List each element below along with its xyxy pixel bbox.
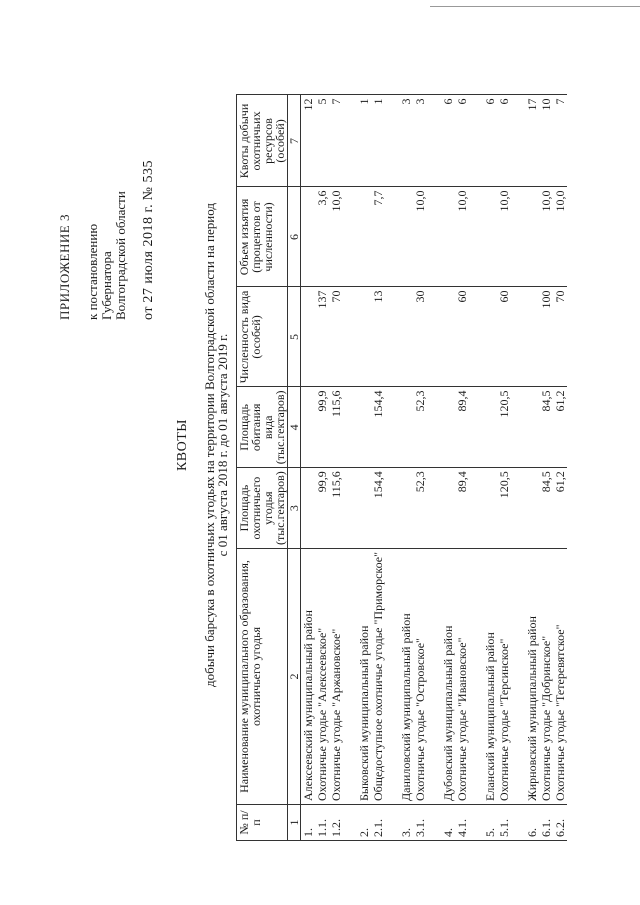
row-area <box>399 468 413 549</box>
row-count: 60 <box>455 287 469 387</box>
quota-table <box>236 94 567 841</box>
row-name: Общедоступное охотничье угодье "Приморское" <box>371 549 385 805</box>
row-quota: 12 <box>301 95 316 187</box>
table-row <box>371 95 385 841</box>
spacer-cell <box>343 805 357 841</box>
appendix-line-2: Губернатора <box>99 251 114 320</box>
col-number: 1 <box>288 805 301 841</box>
spacer-cell <box>511 287 525 387</box>
row-count <box>301 287 316 387</box>
table-row <box>301 95 316 841</box>
header-quota: Квоты добычи охотничьих ресурсов (особей) <box>237 95 288 187</box>
spacer-cell <box>427 468 441 549</box>
row-name: Быковский муниципальный район <box>357 549 371 805</box>
row-area <box>357 468 371 549</box>
table-row <box>329 95 343 841</box>
spacer-cell <box>385 805 399 841</box>
row-habitat <box>301 387 316 468</box>
row-spacer <box>385 95 399 841</box>
row-area <box>441 468 455 549</box>
row-habitat <box>525 387 539 468</box>
spacer-cell <box>469 549 483 805</box>
row-quota: 17 <box>525 95 539 187</box>
table-row <box>315 95 329 841</box>
row-area: 84,5 <box>539 468 553 549</box>
header-name: Наименование муниципального образования, охотничьего угодья <box>237 549 288 805</box>
row-pct <box>357 187 371 287</box>
row-pct: 10,0 <box>497 187 511 287</box>
column-number-row <box>288 95 301 841</box>
table-row <box>357 95 371 841</box>
row-habitat <box>483 387 497 468</box>
row-quota: 6 <box>455 95 469 187</box>
row-habitat: 61,2 <box>553 387 567 468</box>
row-count: 100 <box>539 287 553 387</box>
spacer-cell <box>427 387 441 468</box>
header-area: Площадь охотничьего угодья (тыс.гектаров) <box>237 468 288 549</box>
row-number: 2.1. <box>371 805 385 841</box>
spacer-cell <box>427 287 441 387</box>
table-row <box>441 95 455 841</box>
row-count <box>399 287 413 387</box>
row-habitat: 52,3 <box>413 387 427 468</box>
row-quota: 6 <box>483 95 497 187</box>
table-row <box>455 95 469 841</box>
header-habitat: Площадь обитания вида (тыс.гектаров) <box>237 387 288 468</box>
col-number: 3 <box>288 468 301 549</box>
row-habitat <box>441 387 455 468</box>
table-row <box>399 95 413 841</box>
table-header-row <box>237 95 288 841</box>
spacer-cell <box>511 805 525 841</box>
row-habitat <box>399 387 413 468</box>
row-quota: 1 <box>371 95 385 187</box>
row-area: 61,2 <box>553 468 567 549</box>
row-pct: 10,0 <box>455 187 469 287</box>
spacer-cell <box>469 287 483 387</box>
row-number: 5. <box>483 805 497 841</box>
row-number: 3.1. <box>413 805 427 841</box>
heading-block <box>176 185 229 705</box>
row-pct: 10,0 <box>329 187 343 287</box>
row-area <box>525 468 539 549</box>
row-count <box>483 287 497 387</box>
spacer-cell <box>343 468 357 549</box>
spacer-cell <box>469 468 483 549</box>
table-row <box>539 95 553 841</box>
table-row <box>553 95 567 841</box>
row-number: 6.2. <box>553 805 567 841</box>
spacer-cell <box>385 287 399 387</box>
heading-line-1: добычи барсука в охотничьих угодьях на территории Волгоградской области на период <box>202 203 217 687</box>
spacer-cell <box>343 287 357 387</box>
row-pct <box>399 187 413 287</box>
row-number: 1.1. <box>315 805 329 841</box>
row-pct: 10,0 <box>413 187 427 287</box>
row-quota: 10 <box>539 95 553 187</box>
spacer-cell <box>343 95 357 187</box>
spacer-cell <box>385 95 399 187</box>
spacer-cell <box>469 95 483 187</box>
row-spacer <box>343 95 357 841</box>
row-pct <box>301 187 316 287</box>
row-name: Алексеевский муниципальный район <box>301 549 316 805</box>
row-quota: 6 <box>497 95 511 187</box>
row-pct: 7,7 <box>371 187 385 287</box>
decree-number: № 535 <box>141 160 156 201</box>
row-area: 99,9 <box>315 468 329 549</box>
row-pct <box>441 187 455 287</box>
row-name: Охотничье угодье "Добринское" <box>539 549 553 805</box>
row-number: 6. <box>525 805 539 841</box>
spacer-cell <box>427 95 441 187</box>
row-quota: 3 <box>413 95 427 187</box>
row-number: 2. <box>357 805 371 841</box>
appendix-line-1: к постановлению <box>85 223 100 320</box>
row-quota: 7 <box>329 95 343 187</box>
heading-line-2: с 01 августа 2018 г. до 01 августа 2019 г. <box>215 333 230 557</box>
spacer-cell <box>469 387 483 468</box>
row-number: 5.1. <box>497 805 511 841</box>
header-no: № п/п <box>237 805 288 841</box>
row-habitat: 99,9 <box>315 387 329 468</box>
row-count: 60 <box>497 287 511 387</box>
row-habitat: 154,4 <box>371 387 385 468</box>
row-spacer <box>469 95 483 841</box>
spacer-cell <box>385 387 399 468</box>
row-area <box>301 468 316 549</box>
spacer-cell <box>385 187 399 287</box>
header-count: Численность вида (особей) <box>237 287 288 387</box>
row-name: Дубовский муниципальный район <box>441 549 455 805</box>
spacer-cell <box>343 387 357 468</box>
appendix-date-line <box>142 20 156 320</box>
row-name: Охотничье угодье "Аржановское" <box>329 549 343 805</box>
row-count: 137 <box>315 287 329 387</box>
row-count <box>441 287 455 387</box>
row-count: 13 <box>371 287 385 387</box>
row-name: Охотничье угодье "Терсинское" <box>497 549 511 805</box>
row-area: 115,6 <box>329 468 343 549</box>
spacer-cell <box>469 187 483 287</box>
row-pct <box>525 187 539 287</box>
row-quota: 5 <box>315 95 329 187</box>
spacer-cell <box>385 468 399 549</box>
row-area: 120,5 <box>497 468 511 549</box>
row-quota: 7 <box>553 95 567 187</box>
row-quota: 1 <box>357 95 371 187</box>
row-area: 52,3 <box>413 468 427 549</box>
row-number: 4.1. <box>455 805 469 841</box>
row-name: Охотничье угодье "Ивановское" <box>455 549 469 805</box>
row-number: 1.2. <box>329 805 343 841</box>
table-row <box>413 95 427 841</box>
spacer-cell <box>469 805 483 841</box>
row-area <box>483 468 497 549</box>
date-prefix: от <box>141 306 156 320</box>
row-area: 89,4 <box>455 468 469 549</box>
row-spacer <box>511 95 525 841</box>
header-pct: Объем изъятия (процентов от численности) <box>237 187 288 287</box>
row-spacer <box>427 95 441 841</box>
col-number: 2 <box>288 549 301 805</box>
table-body <box>301 95 568 841</box>
row-count: 70 <box>553 287 567 387</box>
row-count: 30 <box>413 287 427 387</box>
row-area: 154,4 <box>371 468 385 549</box>
table-row <box>525 95 539 841</box>
row-name: Охотничье угодье "Островское" <box>413 549 427 805</box>
appendix-title: ПРИЛОЖЕНИЕ 3 <box>57 214 72 320</box>
row-pct: 10,0 <box>539 187 553 287</box>
row-count <box>357 287 371 387</box>
spacer-cell <box>427 187 441 287</box>
spacer-cell <box>511 95 525 187</box>
spacer-cell <box>343 187 357 287</box>
row-quota: 3 <box>399 95 413 187</box>
row-number: 3. <box>399 805 413 841</box>
spacer-cell <box>511 187 525 287</box>
row-habitat: 120,5 <box>497 387 511 468</box>
row-count: 70 <box>329 287 343 387</box>
row-pct: 3,6 <box>315 187 329 287</box>
spacer-cell <box>511 468 525 549</box>
appendix-block <box>58 20 156 320</box>
row-count <box>525 287 539 387</box>
spacer-cell <box>511 387 525 468</box>
row-name: Охотничье угодье "Тетеревятское" <box>553 549 567 805</box>
col-number: 4 <box>288 387 301 468</box>
spacer-cell <box>343 549 357 805</box>
spacer-cell <box>427 805 441 841</box>
spacer-cell <box>427 549 441 805</box>
row-number: 4. <box>441 805 455 841</box>
row-habitat: 89,4 <box>455 387 469 468</box>
col-number: 6 <box>288 187 301 287</box>
decree-date: 27 июля 2018 г. <box>141 203 156 303</box>
col-number: 5 <box>288 287 301 387</box>
row-habitat: 84,5 <box>539 387 553 468</box>
row-pct: 10,0 <box>553 187 567 287</box>
row-name: Жирновский муниципальный район <box>525 549 539 805</box>
row-name: Еланский муниципальный район <box>483 549 497 805</box>
spacer-cell <box>511 549 525 805</box>
row-number: 1. <box>301 805 316 841</box>
document-title: КВОТЫ <box>175 418 190 472</box>
row-habitat: 115,6 <box>329 387 343 468</box>
spacer-cell <box>385 549 399 805</box>
row-number: 6.1. <box>539 805 553 841</box>
row-pct <box>483 187 497 287</box>
row-quota: 6 <box>441 95 455 187</box>
row-name: Даниловский муниципальный район <box>399 549 413 805</box>
col-number: 7 <box>288 95 301 187</box>
table-row <box>483 95 497 841</box>
row-habitat <box>357 387 371 468</box>
row-name: Охотничье угодье "Алексеевское" <box>315 549 329 805</box>
appendix-line-3: Волгоградской области <box>113 191 128 320</box>
table-row <box>497 95 511 841</box>
